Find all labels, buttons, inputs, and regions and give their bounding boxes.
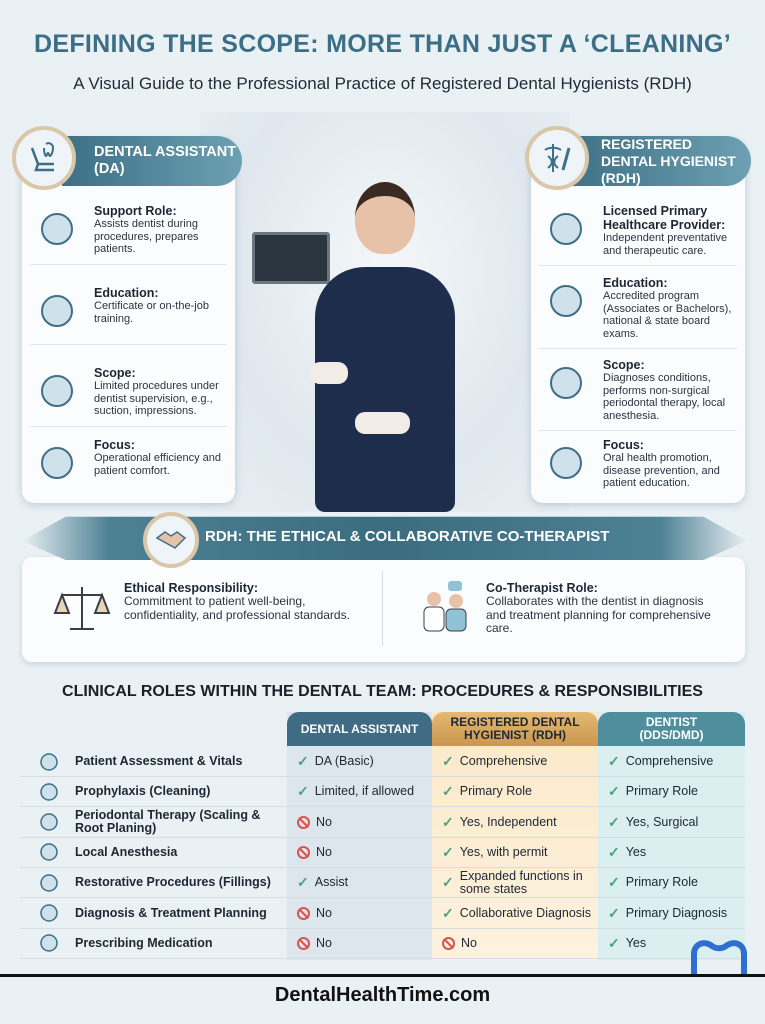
row-label: Prophylaxis (Cleaning) xyxy=(75,784,211,799)
cell-text: Primary Role xyxy=(625,875,698,890)
card-item xyxy=(30,204,227,265)
patient-icon xyxy=(38,751,60,773)
item-text: Diagnoses conditions, performs non-surgical periodontal therapy, local anesthesia. xyxy=(603,372,726,422)
co-therapist-text: Collaborates with the dentist in diagnosis and treatment planning for comprehensive care. xyxy=(486,594,711,635)
table-row xyxy=(20,838,745,868)
table-cell xyxy=(297,846,432,859)
school-document-icon xyxy=(539,276,593,326)
check-icon: ✓ xyxy=(608,753,620,769)
dental-chair-icon xyxy=(12,126,76,190)
footer-site-link[interactable]: DentalHealthTime.com xyxy=(274,984,491,1006)
table-row xyxy=(20,929,745,959)
item-title: Focus: xyxy=(94,438,135,452)
shield-cross-icon xyxy=(539,204,593,254)
check-icon: ✓ xyxy=(608,843,620,860)
cell-text: No xyxy=(316,905,332,920)
item-text: Certificate or on-the-job training. xyxy=(94,300,209,325)
cell-text: Yes, Independent xyxy=(459,814,557,829)
cell-text: Primary Role xyxy=(625,784,698,799)
item-title: Licensed Primary Healthcare Provider: xyxy=(603,204,726,232)
no-icon xyxy=(297,937,310,950)
item-title: Education: xyxy=(94,286,159,300)
brain-heart-icon xyxy=(539,438,593,488)
table-cell xyxy=(608,904,743,921)
cell-text: Yes xyxy=(625,935,647,950)
row-label: Patient Assessment & Vitals xyxy=(75,754,243,768)
cell-text: Yes, with permit xyxy=(459,844,548,859)
cell-text: Expanded functions in some states xyxy=(459,868,583,896)
ethical-text: Commitment to patient well-being, confidentiality, and professional standards. xyxy=(124,594,350,622)
table-cell xyxy=(608,813,743,830)
item-text: Oral health promotion, disease prevention, and patient education. xyxy=(603,452,720,489)
table-cell xyxy=(608,785,743,798)
card-item xyxy=(539,358,737,431)
table-cell xyxy=(297,907,432,920)
item-title: Education: xyxy=(603,276,668,290)
cell-text: DA (Basic) xyxy=(314,754,374,768)
hygienist-photo xyxy=(200,112,570,512)
table-cell xyxy=(297,816,432,829)
check-icon: ✓ xyxy=(442,813,454,830)
hands-instruments-icon xyxy=(30,204,84,254)
page-title: DEFINING THE SCOPE: MORE THAN JUST A ‘CLEANING’ xyxy=(34,30,731,58)
table-row xyxy=(20,899,745,929)
toothbrush-icon xyxy=(38,781,60,803)
no-icon xyxy=(297,907,310,920)
check-icon: ✓ xyxy=(442,904,454,921)
no-icon xyxy=(297,816,310,829)
gear-clock-icon xyxy=(30,438,84,488)
check-icon: ✓ xyxy=(297,783,309,800)
table-cell xyxy=(297,785,432,798)
table-cell xyxy=(297,755,432,768)
check-icon: ✓ xyxy=(442,753,454,769)
row-label: Restorative Procedures (Fillings) xyxy=(75,875,271,890)
microscope-syringe-icon xyxy=(539,358,593,408)
check-icon: ✓ xyxy=(608,783,620,800)
cell-text: Primary Role xyxy=(459,784,532,799)
item-text: Accredited program (Associates or Bachelors), national & state board exams. xyxy=(603,290,732,340)
item-text: Operational efficiency and patient comfort. xyxy=(94,452,221,477)
card-item xyxy=(539,204,737,266)
cell-text: Yes, Surgical xyxy=(625,814,699,829)
ethical-title: Ethical Responsibility: xyxy=(124,581,259,595)
table-row xyxy=(20,868,745,898)
check-icon: ✓ xyxy=(608,904,620,921)
cell-text: Limited, if allowed xyxy=(314,784,415,799)
co-therapist-title: Co-Therapist Role: xyxy=(486,581,598,595)
card-item xyxy=(30,438,227,496)
table-cell xyxy=(297,937,432,950)
suction-tool-icon xyxy=(30,366,84,416)
check-icon: ✓ xyxy=(442,783,454,800)
cell-text: No xyxy=(316,935,332,950)
row-label: Diagnosis & Treatment Planning xyxy=(75,905,267,920)
hygienist-figure xyxy=(310,182,460,512)
table-cell xyxy=(442,785,597,798)
caduceus-toothbrush-icon xyxy=(525,126,589,190)
card-item xyxy=(539,438,737,498)
tooth-icon xyxy=(38,872,60,894)
column-header-rdh: REGISTERED DENTAL HYGIENIST (RDH) xyxy=(432,712,598,746)
table-cell xyxy=(297,876,432,889)
clipboard-icon xyxy=(38,902,60,924)
table-cell xyxy=(442,843,597,860)
check-icon: ✓ xyxy=(442,874,454,891)
item-title: Focus: xyxy=(603,438,644,452)
item-text: Independent preventative and therapeutic care. xyxy=(603,232,728,257)
cell-text: No xyxy=(316,844,332,859)
item-title: Support Role: xyxy=(94,204,177,218)
row-label: Local Anesthesia xyxy=(75,844,178,859)
card-item xyxy=(30,286,227,345)
card-item xyxy=(30,366,227,427)
cell-text: Comprehensive xyxy=(625,754,714,768)
table-cell xyxy=(442,904,597,921)
item-title: Scope: xyxy=(94,366,136,380)
no-icon xyxy=(442,937,455,950)
cell-text: No xyxy=(316,814,332,829)
cell-text: Collaborative Diagnosis xyxy=(459,905,592,920)
item-text: Limited procedures under dentist supervision, e.g., suction, impressions. xyxy=(94,380,219,417)
table-cell xyxy=(608,755,743,768)
check-icon: ✓ xyxy=(297,874,309,891)
item-text: Assists dentist during procedures, prepares patients. xyxy=(94,218,199,255)
scales-icon xyxy=(52,579,112,639)
prescription-hand-icon xyxy=(38,932,60,954)
table-title: CLINICAL ROLES WITHIN THE DENTAL TEAM: PROCEDURES & RESPONSIBILITIES xyxy=(62,683,703,700)
check-icon: ✓ xyxy=(608,813,620,830)
column-header-dentist: DENTIST (DDS/DMD) xyxy=(598,712,745,746)
check-icon: ✓ xyxy=(297,753,309,769)
da-card-title: DENTAL ASSISTANT (DA) xyxy=(62,136,242,186)
dental-assistant-card xyxy=(22,138,235,503)
no-icon xyxy=(297,846,310,859)
certificate-icon xyxy=(30,286,84,336)
syringe-icon xyxy=(38,841,60,863)
clinicians-icon xyxy=(414,577,474,637)
cell-text: Primary Diagnosis xyxy=(625,905,728,920)
table-cell xyxy=(442,870,597,896)
table-cell xyxy=(442,813,597,830)
card-item xyxy=(539,276,737,349)
cell-text: No xyxy=(461,935,477,950)
cell-text: Comprehensive xyxy=(459,754,548,768)
site-logo-tooth-icon xyxy=(690,940,748,976)
cell-text: Yes xyxy=(625,844,647,859)
co-therapist-panel xyxy=(22,557,745,662)
rdh-card xyxy=(531,135,745,503)
item-title: Scope: xyxy=(603,358,645,372)
footer-divider xyxy=(0,974,765,977)
page-subtitle: A Visual Guide to the Professional Practice of Registered Dental Hygienists (RDH) xyxy=(73,74,692,93)
cell-text: Assist xyxy=(314,875,349,890)
column-header-da: DENTAL ASSISTANT xyxy=(287,712,432,746)
table-cell xyxy=(442,755,597,768)
gum-tooth-icon xyxy=(38,811,60,833)
check-icon: ✓ xyxy=(608,874,620,891)
row-label: Prescribing Medication xyxy=(75,935,213,950)
check-icon: ✓ xyxy=(608,934,620,951)
handshake-icon xyxy=(143,512,199,568)
table-cell xyxy=(608,876,743,889)
table-cell xyxy=(442,937,597,950)
table-row xyxy=(20,777,745,807)
table-row xyxy=(20,747,745,777)
table-cell xyxy=(608,843,743,860)
row-label: Periodontal Therapy (Scaling & Root Planing) xyxy=(75,808,261,836)
co-therapist-heading: RDH: THE ETHICAL & COLLABORATIVE CO-THERAPIST xyxy=(205,528,610,545)
rdh-card-title: REGISTERED DENTAL HYGIENIST (RDH) xyxy=(561,136,751,186)
table-row xyxy=(20,808,745,838)
check-icon: ✓ xyxy=(442,843,454,860)
